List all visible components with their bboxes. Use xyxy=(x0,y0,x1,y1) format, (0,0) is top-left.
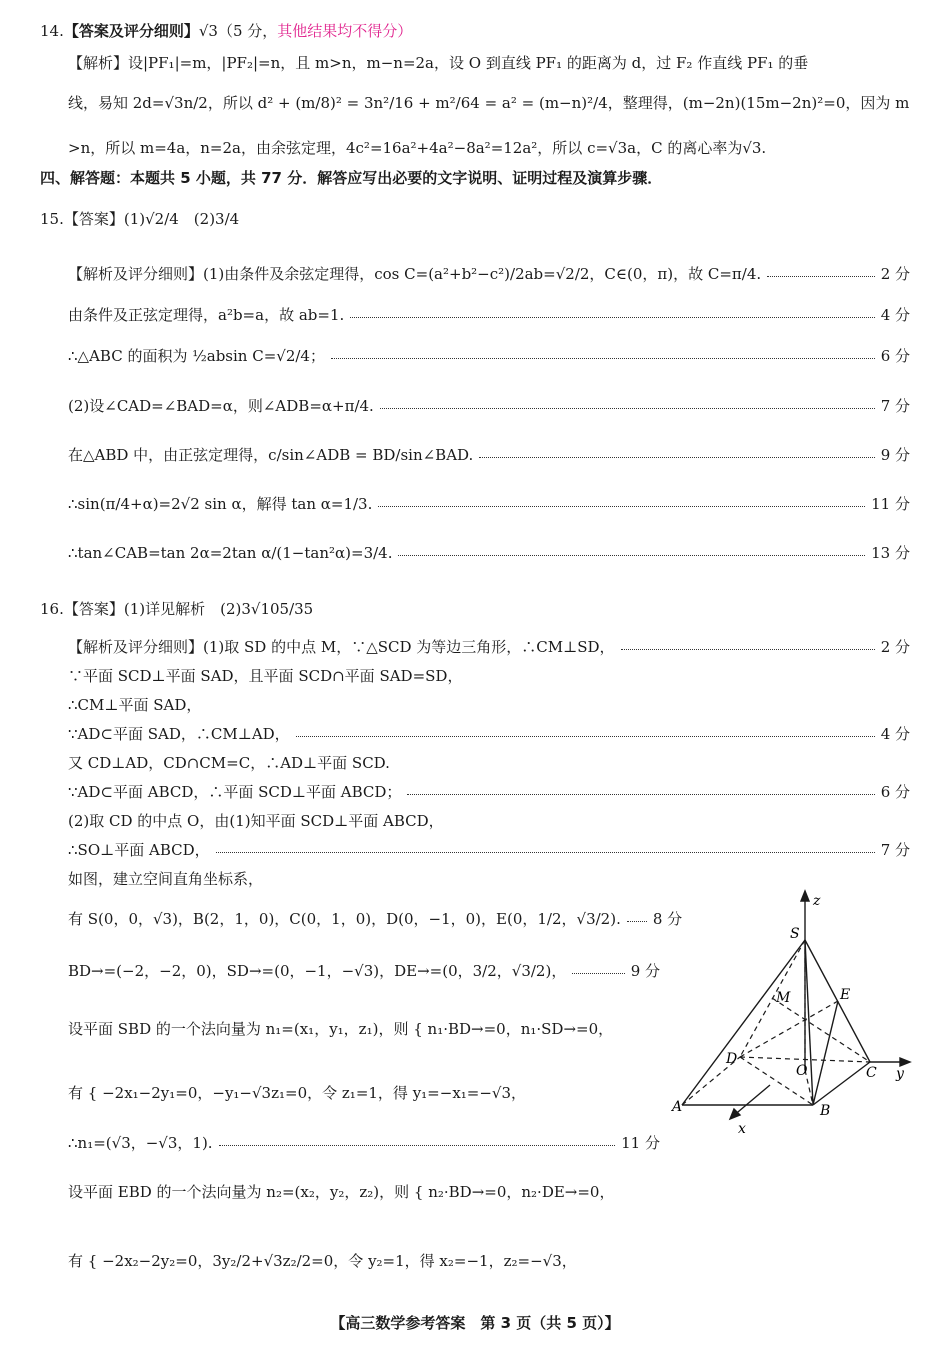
q14-analysis-line-1: 【解析】设|PF₁|=m，|PF₂|=n，且 m>n，m−n=2a，设 O 到直线 PF₁ 的距离为 d，过 F₂ 作直线 PF₁ 的垂 xyxy=(68,54,809,72)
step-score: 2 分 xyxy=(880,638,910,656)
q16-step: 有 { −2x₁−2y₁=0，−y₁−√3z₁=0，令 z₁=1，得 y₁=−x₁=−√3， xyxy=(68,1084,527,1102)
q14-analysis-line-2: 线，易知 2d=√3n/2，所以 d² + (m/8)² = 3n²/16 + m²/64 = a² = (m−n)²/4，整理得，(m−2n)(15m−2n)²=0，因为 m xyxy=(68,94,910,112)
q16-step: 【解析及评分细则】(1)取 SD 的中点 M，∵△SCD 为等边三角形，∴CM⊥SD， 2 分 xyxy=(68,638,910,656)
q16-answer: 16.【答案】(1)详见解析 (2)3√105/35 xyxy=(40,600,314,618)
step-score: 7 分 xyxy=(880,397,910,415)
q15-step: ∴△ABC 的面积为 ½absin C=√2/4； 6 分 xyxy=(68,347,910,365)
q15-step: 在△ABD 中，由正弦定理得，c/sin∠ADB = BD/sin∠BAD. 9 分 xyxy=(68,446,910,464)
q15-step: 由条件及正弦定理得，a²b=a，故 ab=1. 4 分 xyxy=(68,306,910,324)
label-O: O xyxy=(796,1063,808,1079)
pyramid-figure xyxy=(660,885,920,1145)
section-4-heading: 四、解答题：本题共 5 小题，共 77 分．解答应写出必要的文字说明、证明过程及演算步骤． xyxy=(40,169,663,187)
y-axis-arrow xyxy=(900,1058,910,1066)
step-score: 4 分 xyxy=(880,725,910,743)
q15-step: (2)设∠CAD=∠BAD=α，则∠ADB=α+π/4. 7 分 xyxy=(68,397,910,415)
step-score: 11 分 xyxy=(621,1134,660,1152)
q16-step: ∴n₁=(√3，−√3，1). 11 分 xyxy=(68,1134,660,1152)
step-score: 6 分 xyxy=(880,783,910,801)
q16-step: ∴CM⊥平面 SAD， xyxy=(68,696,202,714)
step-score: 11 分 xyxy=(871,495,910,513)
z-axis-arrow xyxy=(801,891,809,901)
label-D: D xyxy=(726,1051,738,1067)
label-B: B xyxy=(820,1103,831,1119)
q15-answer: 15.【答案】(1)√2/4 (2)3/4 xyxy=(40,210,240,228)
q14-answer-line: 14. 【答案及评分细则】 √3（5 分， 其他结果均不得分） xyxy=(40,21,413,40)
step-score: 4 分 xyxy=(880,306,910,324)
label-C: C xyxy=(866,1065,877,1081)
q16-step: 如图，建立空间直角坐标系， xyxy=(68,870,264,888)
q14-answer-note: 其他结果均不得分） xyxy=(277,22,413,40)
x-axis-arrow xyxy=(730,1109,740,1119)
q16-step: ∴SO⊥平面 ABCD， 7 分 xyxy=(68,841,910,859)
label-z: z xyxy=(813,893,821,909)
step-score: 7 分 xyxy=(880,841,910,859)
label-S: S xyxy=(790,926,800,942)
step-score: 6 分 xyxy=(880,347,910,365)
q16-step: 又 CD⊥AD，CD∩CM=C，∴AD⊥平面 SCD. xyxy=(68,754,390,772)
step-score: 8 分 xyxy=(652,910,683,928)
step-score: 9 分 xyxy=(880,446,910,464)
label-x: x xyxy=(738,1121,746,1137)
edge-SA xyxy=(682,940,805,1105)
q15-step: ∴sin(π/4+α)=2√2 sin α，解得 tan α=1/3. 11 分 xyxy=(68,495,910,513)
label-M: M xyxy=(776,990,791,1006)
label-E: E xyxy=(840,987,851,1003)
page-footer: 【高三数学参考答案 第 3 页（共 5 页）】 xyxy=(330,1314,620,1332)
q16-step: 有 { −2x₂−2y₂=0，3y₂/2+√3z₂/2=0，令 y₂=1，得 x₂=−1，z₂=−√3， xyxy=(68,1252,577,1270)
q16-step: 有 S(0，0，√3)，B(2，1，0)，C(0，1，0)，D(0，−1，0)，E(0，1/2，√3/2). 8 分 xyxy=(68,910,683,928)
q16-step: 设平面 SBD 的一个法向量为 n₁=(x₁，y₁，z₁)，则 { n₁·BD→=0，n₁·SD→=0， xyxy=(68,1020,614,1038)
q14-analysis-line-3: >n，所以 m=4a，n=2a，由余弦定理，4c²=16a²+4a²−8a²=12a²，所以 c=√3a，C 的离心率为√3. xyxy=(68,139,767,157)
edge-MC xyxy=(772,998,870,1062)
step-score: 2 分 xyxy=(880,265,910,283)
q16-step: ∵AD⊂平面 SAD，∴CM⊥AD， 4 分 xyxy=(68,725,910,743)
label-A: A xyxy=(672,1099,683,1115)
step-score: 9 分 xyxy=(630,962,660,980)
q15-step: ∴tan∠CAB=tan 2α=2tan α/(1−tan²α)=3/4. 13 分 xyxy=(68,543,910,562)
q16-step: (2)取 CD 的中点 O，由(1)知平面 SCD⊥平面 ABCD， xyxy=(68,812,444,830)
q16-step: BD→=(−2，−2，0)，SD→=(0，−1，−√3)，DE→=(0，3/2，√3/2)， 9 分 xyxy=(68,962,660,980)
label-y: y xyxy=(896,1066,904,1082)
q15-step: 【解析及评分细则】(1)由条件及余弦定理得，cos C=(a²+b²−c²)/2ab=√2/2，C∈(0，π)，故 C=π/4. 2 分 xyxy=(68,265,910,283)
q16-step: ∵AD⊂平面 ABCD，∴平面 SCD⊥平面 ABCD； 6 分 xyxy=(68,783,910,801)
edge-SB xyxy=(805,940,813,1105)
q16-step: 设平面 EBD 的一个法向量为 n₂=(x₂，y₂，z₂)，则 { n₂·BD→=0，n₂·DE→=0， xyxy=(68,1183,615,1201)
step-score: 13 分 xyxy=(871,544,910,562)
q16-step: ∵平面 SCD⊥平面 SAD，且平面 SCD∩平面 SAD=SD， xyxy=(68,667,463,685)
